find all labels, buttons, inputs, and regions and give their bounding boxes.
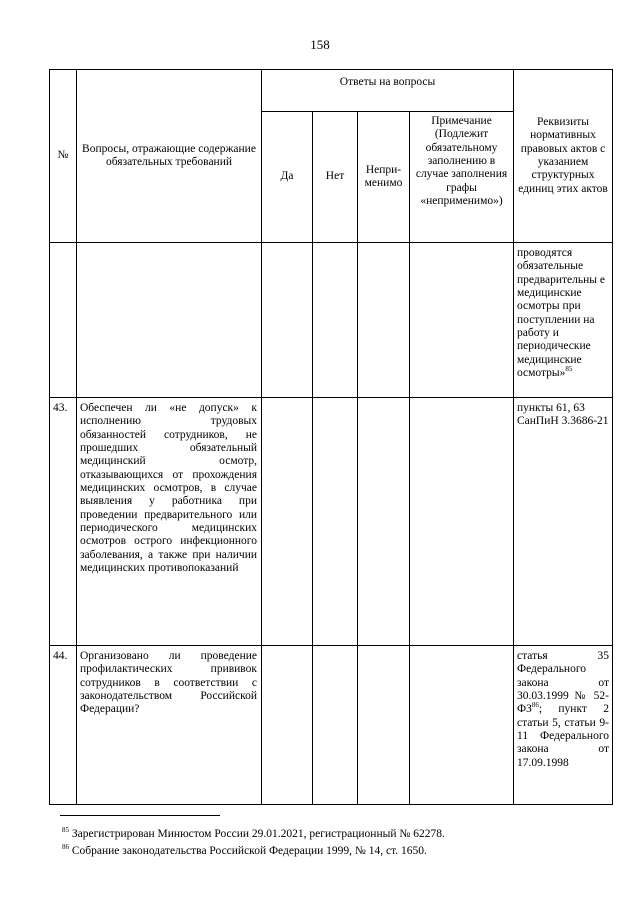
header-requisites: Реквизиты нормативных правовых актов с указанием структурных единиц этих актов xyxy=(514,70,613,243)
requirements-table xyxy=(49,69,613,805)
footnote-mark: 86 xyxy=(62,843,69,852)
cell-no xyxy=(313,398,358,646)
cell-yes xyxy=(262,243,313,398)
row-requisites: пункты 61, 63 СанПиН 3.3686-21 xyxy=(514,398,613,646)
row-question xyxy=(77,243,262,398)
requisites-text: проводятся обязательные предварительны е медицинские осмотры при поступлении на работу и периодические медицинские осмотры» xyxy=(517,247,605,379)
header-answers: Ответы на вопросы xyxy=(262,70,514,112)
row-num: 44. xyxy=(50,646,77,805)
header-no: Нет xyxy=(313,112,358,243)
header-yes: Да xyxy=(262,112,313,243)
cell-yes xyxy=(262,398,313,646)
cell-not-applicable xyxy=(358,398,410,646)
table-row xyxy=(50,646,613,805)
row-requisites xyxy=(514,243,613,398)
footnote-ref: 85 xyxy=(565,365,573,374)
row-num: 43. xyxy=(50,398,77,646)
requisites-text-continued: ; пункт 2 статьи 5, статьи 9-11 Федерального закона от 17.09.1998 xyxy=(517,703,609,769)
header-note: Примечание (Подлежит обязательному заполнению в случае заполнения графы «неприменимо») xyxy=(410,112,514,243)
footnote-86 xyxy=(62,843,445,860)
table-row xyxy=(50,243,613,398)
cell-not-applicable xyxy=(358,646,410,805)
cell-note xyxy=(410,646,514,805)
header-not-applicable: Непри- менимо xyxy=(358,112,410,243)
footnote-mark: 85 xyxy=(62,826,69,835)
footnotes xyxy=(62,826,445,861)
cell-yes xyxy=(262,646,313,805)
cell-note xyxy=(410,243,514,398)
table-header-row xyxy=(50,70,613,112)
requisites-text: статья 35 Федерального закона от 30.03.1999 № 52-ФЗ xyxy=(517,650,609,716)
header-num: № xyxy=(50,70,77,243)
page-number: 158 xyxy=(310,37,330,52)
cell-no xyxy=(313,243,358,398)
row-num xyxy=(50,243,77,398)
cell-note xyxy=(410,398,514,646)
row-question: Организовано ли проведение профилактических прививок сотрудников в соответствии с законодательством Российской Федерации? xyxy=(77,646,262,805)
table-row xyxy=(50,398,613,646)
footnote-85 xyxy=(62,826,445,843)
footnote-text: Зарегистрирован Минюстом России 29.01.2021, регистрационный № 62278. xyxy=(69,828,445,840)
footnote-divider xyxy=(60,815,220,816)
row-question: Обеспечен ли «не допуск» к исполнению трудовых обязанностей сотрудников, не прошедших обязательный медицинский осмотр, отказывающихся от прохождения медицинских осмотров, в случае выявления у работника при проведении предварительного или периодического медицинских осмотров острого инфекционного заболевания, а также при наличии медицинских противопоказаний xyxy=(77,398,262,646)
footnote-ref: 86 xyxy=(531,701,539,710)
cell-no xyxy=(313,646,358,805)
header-questions: Вопросы, отражающие содержание обязательных требований xyxy=(77,70,262,243)
cell-not-applicable xyxy=(358,243,410,398)
row-requisites xyxy=(514,646,613,805)
footnote-text: Собрание законодательства Российской Федерации 1999, № 14, ст. 1650. xyxy=(69,845,427,858)
